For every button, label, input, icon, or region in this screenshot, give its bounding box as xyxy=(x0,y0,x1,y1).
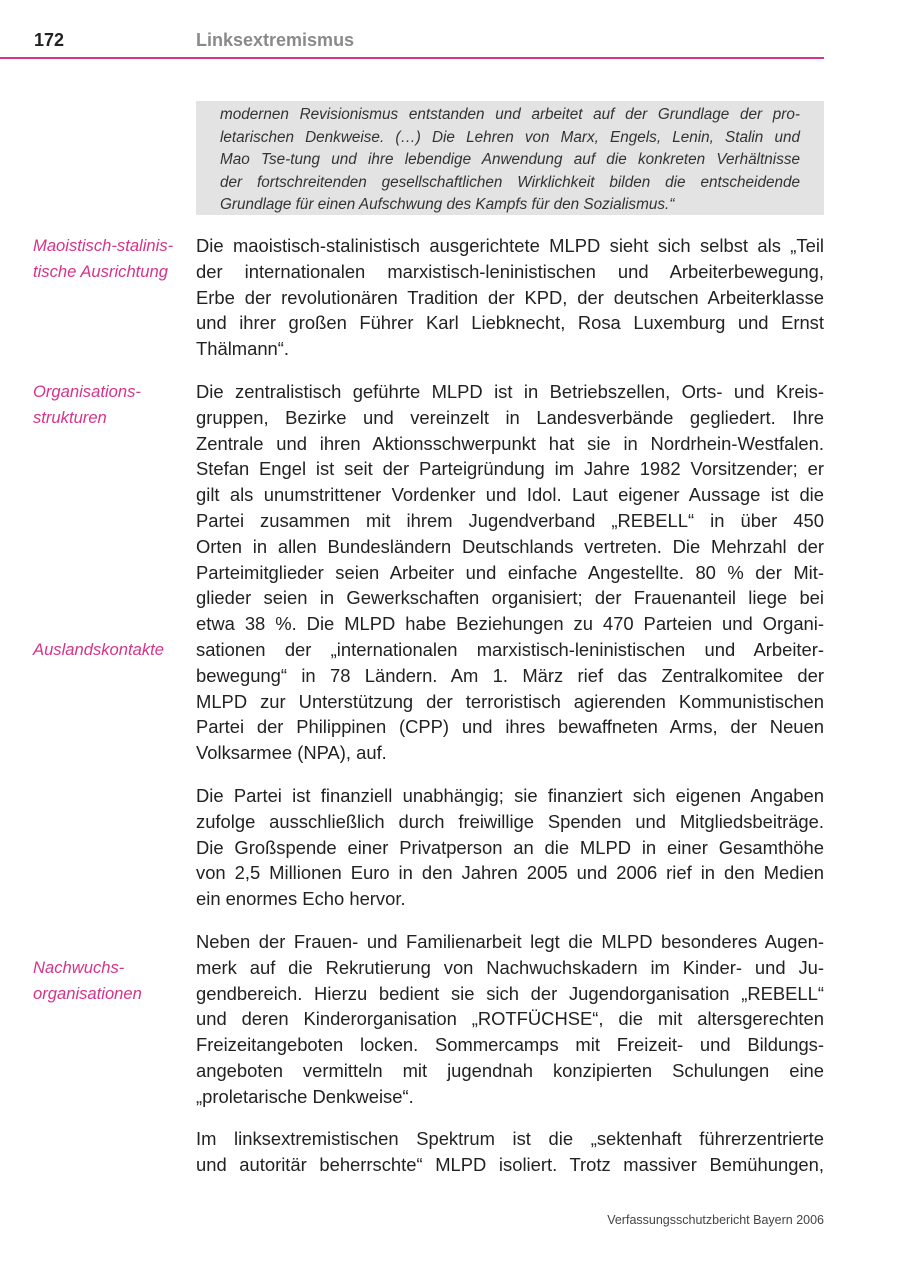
text-line: Volksarmee (NPA), auf. xyxy=(196,742,387,764)
text-line: zufolge ausschließlich durch freiwillige Spenden und Mitgliedsbeiträge. xyxy=(196,810,824,832)
margin-note-line: strukturen xyxy=(33,407,107,427)
page-number: 172 xyxy=(34,30,65,50)
text-line: gendbereich. Hierzu bedient sie sich der Jugendorganisation „REBELL“ xyxy=(196,982,824,1004)
margin-note-line: Auslandskontakte xyxy=(33,640,164,659)
text-line: Parteimitglieder seien Arbeiter und einfache Angestellte. 80 % der Mit- xyxy=(196,561,824,583)
text-line: Freizeitangeboten locken. Sommercamps mit Freizeit- und Bildungs- xyxy=(196,1034,824,1056)
text-line: glieder seien in Gewerkschaften organisiert; der Frauenanteil liege bei xyxy=(196,587,824,609)
text-line: bewegung“ in 78 Ländern. Am 1. März rief das Zentralkomitee der xyxy=(196,664,824,686)
margin-note-strukturen xyxy=(33,379,193,431)
text-line: Thälmann“. xyxy=(196,338,290,360)
text-line: angeboten vermitteln mit jugendnah konzipierten Schulungen eine xyxy=(196,1059,824,1081)
text-line: der internationalen marxistisch-leninistischen und Arbeiterbewegung, xyxy=(196,260,824,282)
text-line: Zentrale und ihren Aktionsschwerpunkt hat sie in Nordrhein-Westfalen. xyxy=(196,432,824,454)
paragraph-ausrichtung xyxy=(196,233,824,362)
paragraph-nachwuchs xyxy=(196,929,824,1110)
text-line: gilt als unumstrittener Vordenker und Idol. Laut eigener Aussage ist die xyxy=(196,484,824,506)
text-line: und ihrer großen Führer Karl Liebknecht, Rosa Luxemburg und Ernst xyxy=(196,312,824,334)
margin-note-line: organisationen xyxy=(33,983,142,1003)
text-line: Die Partei ist finanziell unabhängig; sie finanziert sich eigenen Angaben xyxy=(196,785,824,806)
text-line: MLPD zur Unterstützung der terroristisch agierenden Kommunistischen xyxy=(196,690,824,712)
text-line: Im linksextremistischen Spektrum ist die „sektenhaft führerzentrierte xyxy=(196,1128,824,1149)
paragraph-finanzen xyxy=(196,783,824,912)
quote-box xyxy=(196,101,824,215)
margin-note-nachwuchs xyxy=(33,955,193,1007)
quote-line: modernen Revisionismus entstanden und arbeitet auf der Grundlage der pro- xyxy=(220,106,800,123)
text-line: ein enormes Echo hervor. xyxy=(196,888,406,910)
text-line: und deren Kinderorganisation „ROTFÜCHSE“, die mit altersgerechten xyxy=(196,1008,824,1030)
margin-note-line: tische Ausrichtung xyxy=(33,261,168,281)
text-line: Partei der Philippinen (CPP) und ihres bewaffneten Arms, der Neuen xyxy=(196,716,824,738)
quote-line: der fortschreitenden gesellschaftlichen Wirklichkeit bilden die entscheidende xyxy=(220,173,800,191)
text-line: Die maoistisch-stalinistisch ausgerichtete MLPD sieht sich selbst als „Teil xyxy=(196,235,824,256)
text-line: von 2,5 Millionen Euro in den Jahren 2005 und 2006 rief in den Medien xyxy=(196,862,824,884)
margin-note-line: Nachwuchs- xyxy=(33,958,125,977)
text-line: Die zentralistisch geführte MLPD ist in Betriebszellen, Orts- und Kreis- xyxy=(196,381,824,402)
quote-line: Grundlage für einen Aufschwung des Kampfs für den Sozialismus.“ xyxy=(220,196,675,214)
text-line: Partei zusammen mit ihrem Jugendverband „REBELL“ in über 450 xyxy=(196,509,824,531)
text-line: gruppen, Bezirke und vereinzelt in Landesverbände gegliedert. Ihre xyxy=(196,406,824,428)
margin-note-auslandskontakte xyxy=(33,637,193,663)
quote-line: letarischen Denkweise. (…) Die Lehren von Marx, Engels, Lenin, Stalin und xyxy=(220,128,800,146)
text-line: und autoritär beherrschte“ MLPD isoliert. Trotz massiver Bemühungen, xyxy=(196,1153,824,1175)
text-line: Die Großspende einer Privatperson an die MLPD in einer Gesamthöhe xyxy=(196,836,824,858)
page-footer: Verfassungsschutzbericht Bayern 2006 xyxy=(607,1213,824,1227)
page-header xyxy=(0,0,824,59)
text-line: „proletarische Denkweise“. xyxy=(196,1085,414,1107)
margin-note-line: Organisations- xyxy=(33,382,141,401)
margin-note-line: Maoistisch-stalinis- xyxy=(33,236,174,255)
paragraph-isolation xyxy=(196,1126,824,1178)
section-title: Linksextremismus xyxy=(196,30,355,50)
margin-note-ausrichtung xyxy=(33,233,193,285)
quote-line: Mao Tse-tung und ihre lebendige Anwendung auf die konkreten Verhältnisse xyxy=(220,151,800,169)
text-line: sationen der „internationalen marxistisch-leninistischen und Arbeiter- xyxy=(196,638,824,660)
text-line: etwa 38 %. Die MLPD habe Beziehungen zu 470 Parteien und Organi- xyxy=(196,613,824,635)
text-line: Erbe der revolutionären Tradition der KPD, der deutschen Arbeiterklasse xyxy=(196,286,824,308)
text-line: Stefan Engel ist seit der Parteigründung im Jahre 1982 Vorsitzender; er xyxy=(196,458,824,480)
text-line: Orten in allen Bundesländern Deutschlands vertreten. Die Mehrzahl der xyxy=(196,535,824,557)
text-line: merk auf die Rekrutierung von Nachwuchskadern im Kinder- und Ju- xyxy=(196,956,824,978)
paragraph-strukturen xyxy=(196,379,824,766)
text-line: Neben der Frauen- und Familienarbeit legt die MLPD besonderes Augen- xyxy=(196,931,824,952)
